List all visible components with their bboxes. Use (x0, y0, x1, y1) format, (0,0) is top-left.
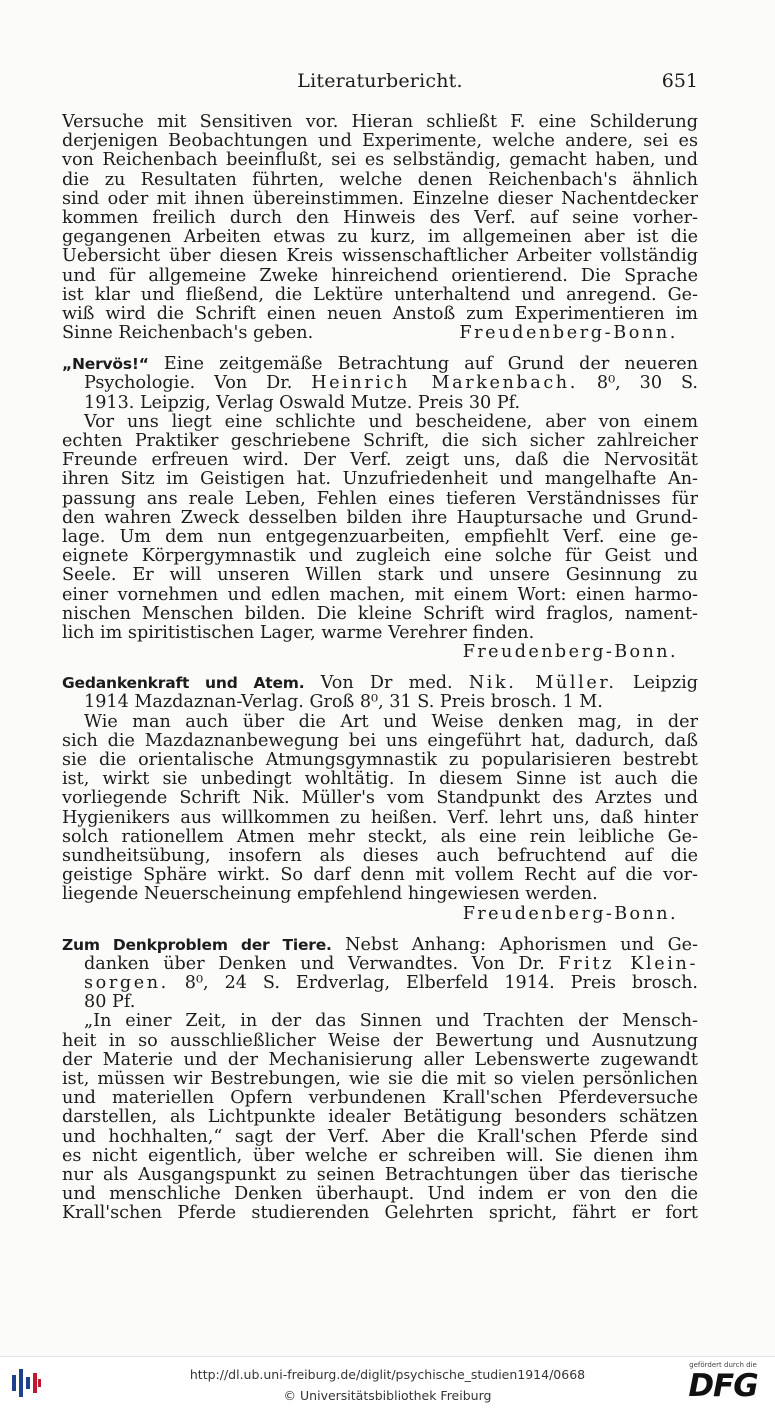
text-line: ist, müssen wir Bestrebungen, wie sie die mit so vielen persönlichen (62, 1070, 698, 1089)
reviewer-signature: Freudenberg-Bonn. (462, 904, 678, 924)
text-line: und menschliche Denken überhaupt. Und indem er von den die (62, 1185, 698, 1205)
viewer-footer (0, 1356, 775, 1409)
citation-line (62, 955, 698, 974)
text-line: liegende Neuerscheinung empfehlend hingewiesen werden. (62, 885, 598, 905)
text-line: ist, wirkt sie unbedingt wohltätig. In diesem Sinne ist auch die (62, 770, 698, 790)
review-title: „Nervös!“ (62, 355, 149, 374)
text-line: lich im spiritistischen Lager, warme Verehrer finden. (62, 623, 535, 643)
text-line: Freunde erfreuen wird. Der Verf. zeigt uns, daß die Nervosität (62, 451, 698, 471)
text-line: sie die orientalische Atmungsgymnastik zu popularisieren bestrebt (62, 751, 698, 770)
text-line: vorliegende Schrift Nik. Müller's vom Standpunkt des Arztes und (62, 789, 698, 809)
citation-line (62, 674, 698, 693)
text-line: und materiellen Opfern verbundenen Krall'schen Pferdeversuche (62, 1089, 698, 1109)
reviewer-signature: Freudenberg-Bonn. (459, 324, 678, 344)
citation-line: 1914 Mazdaznan-Verlag. Groß 8⁰, 31 S. Preis brosch. 1 M. (84, 693, 603, 713)
text-line: wiß wird die Schrift einen neuen Anstoß zum Experimentieren im (62, 304, 698, 324)
text-line: von Reichenbach beeinflußt, sei es selbständig, gemacht haben, und (62, 151, 698, 171)
text-line: derjenigen Beobachtungen und Experimente, welche andere, sei es (62, 132, 698, 152)
citation-text: Nebst Anhang: Aphorismen und Ge- (331, 935, 698, 955)
citation-text: Leipzig (616, 674, 698, 694)
text-line: einer vornehmen und edlen machen, mit einem Wort: einen harmo- (62, 585, 698, 605)
text-line: eignete Körpergymnastik und zugleich eine solche für Geist und (62, 547, 698, 567)
citation-line (62, 374, 698, 393)
text-line: Krall'schen Pferde studierenden Gelehrten spricht, fährt er fort (62, 1204, 698, 1224)
citation-text: 8⁰, 24 S. Erdverlag, Elberfeld 1914. Preis brosch. (168, 974, 698, 994)
review-title: Zum Denkproblem der Tiere. (62, 935, 332, 954)
text-line: Versuche mit Sensitiven vor. Hieran schließt F. eine Schilderung (62, 113, 698, 132)
review-nervoes (62, 355, 698, 662)
text-line: nur als Ausgangspunkt zu seinen Betrachtungen über das tierische (62, 1165, 698, 1185)
citation-line: 80 Pf. (84, 993, 136, 1013)
reviewer-signature: Freudenberg-Bonn. (462, 643, 678, 663)
review-denkproblem (62, 936, 698, 1224)
text-line: darstellen, als Lichtpunkte idealer Betätigung besonders schätzen (62, 1108, 698, 1128)
text-line: die zu Resultaten führten, welche denen Reichenbach's ähnlich (62, 170, 698, 190)
page-header (62, 70, 698, 98)
copyright-notice: © Universitätsbibliothek Freiburg (283, 1388, 492, 1403)
text-line: gegangenen Arbeiten etwas zu kurz, im allgemeinen aber ist die (62, 228, 698, 248)
text-line: Vor uns liegt eine schlichte und bescheidene, aber von einem (84, 412, 698, 432)
text-line: geistige Sphäre wirkt. So darf denn mit vollem Recht auf die vor- (62, 866, 698, 886)
text-line: ist klar und fließend, die Lektüre unterhaltend und anregend. Ge- (62, 285, 698, 305)
review-gedankenkraft (62, 674, 698, 923)
text-line: „In einer Zeit, in der das Sinnen und Trachten der Mensch- (84, 1012, 698, 1032)
citation-text: Von Dr med. (304, 674, 469, 694)
text-line: Wie man auch über die Art und Weise denken mag, in der (84, 712, 698, 732)
citation-text: 8⁰, 30 S. (577, 374, 698, 394)
page-number: 651 (661, 70, 698, 92)
text-line: sundheitsübung, insofern als dieses auch befruchtend auf die (62, 846, 698, 866)
page-body (62, 113, 698, 1224)
author-name: Nik. Müller. (468, 674, 617, 694)
author-name: Fritz Klein- (558, 954, 698, 974)
citation-text: Psychologie. Von Dr. (84, 374, 312, 394)
text-line: echten Praktiker geschriebene Schrift, die sich sicher zahlreicher (62, 432, 698, 451)
text-line: nischen Menschen bilden. Die kleine Schrift wird fraglos, nament- (62, 604, 698, 624)
text-line (62, 324, 698, 343)
text-line-content: Sinne Reichenbach's geben. (62, 324, 314, 344)
text-line: ihren Sitz im Geistigen hat. Unzufriedenheit und mangelhafte An- (62, 470, 698, 490)
text-line: lage. Um dem nun entgegenzuarbeiten, empfiehlt Verf. eine ge- (62, 527, 698, 547)
text-line: Uebersicht über diesen Kreis wissenschaftlicher Arbeiter vollständig (62, 247, 698, 267)
citation-text: danken über Denken und Verwandtes. Von Dr. (84, 954, 559, 974)
section-gap (62, 343, 698, 355)
text-line: und hochhalten,“ sagt der Verf. Aber die Krall'schen Pferde sind (62, 1127, 698, 1147)
author-name: Heinrich Markenbach. (311, 374, 578, 394)
text-line: den wahren Zweck desselben bilden ihre Hauptursache und Grund- (62, 508, 698, 528)
text-line: sich die Mazdaznanbewegung bei uns eingeführt hat, dadurch, daß (62, 731, 698, 751)
review-title: Gedankenkraft und Atem. (62, 674, 305, 693)
dfg-logo[interactable] (681, 1361, 765, 1407)
dfg-wordmark: DFG (688, 1368, 758, 1404)
text-line: heit in so ausschließlicher Weise der Bewertung und Ausnutzung (62, 1031, 698, 1051)
text-line: es nicht eigentlich, über welche er schreiben will. Sie dienen ihm (62, 1146, 698, 1166)
citation-text: Eine zeitgemäße Betrachtung auf Grund der neueren (163, 355, 698, 375)
section-gap (62, 924, 698, 936)
dfg-caption: gefördert durch die (689, 1361, 757, 1369)
review-1-continuation (62, 113, 698, 343)
text-line: passung ans reale Leben, Fehlen eines tieferen Verständnisses für (62, 489, 698, 509)
text-line: Hygienikers aus willkommen zu heißen. Verf. lehrt uns, daß hinter (62, 808, 698, 828)
citation-line (62, 974, 698, 993)
author-name: sorgen. (84, 974, 169, 994)
citation-line (62, 355, 698, 374)
running-head: Literaturbericht. (297, 70, 463, 92)
section-gap (62, 662, 698, 674)
text-line: sind oder mit ihnen übereinstimmen. Einzelne dieser Nachentdecker (62, 189, 698, 209)
citation-line: 1913. Leipzig, Verlag Oswald Mutze. Preis 30 Pf. (84, 393, 521, 413)
text-line: und für allgemeine Zweke hinreichend orientierend. Die Sprache (62, 266, 698, 286)
citation-line (62, 936, 698, 955)
text-line: kommen freilich durch den Hinweis des Verf. auf seine vorher- (62, 208, 698, 228)
permalink-url[interactable]: http://dl.ub.uni-freiburg.de/diglit/psychische_studien1914/0668 (189, 1367, 586, 1382)
text-line: Seele. Er will unseren Willen stark und unsere Gesinnung zu (62, 566, 698, 586)
text-line: solch rationellem Atmen mehr steckt, als eine rein leibliche Ge- (62, 827, 698, 847)
text-line: der Materie und der Mechanisierung aller Lebenswerte zugewandt (62, 1050, 698, 1070)
